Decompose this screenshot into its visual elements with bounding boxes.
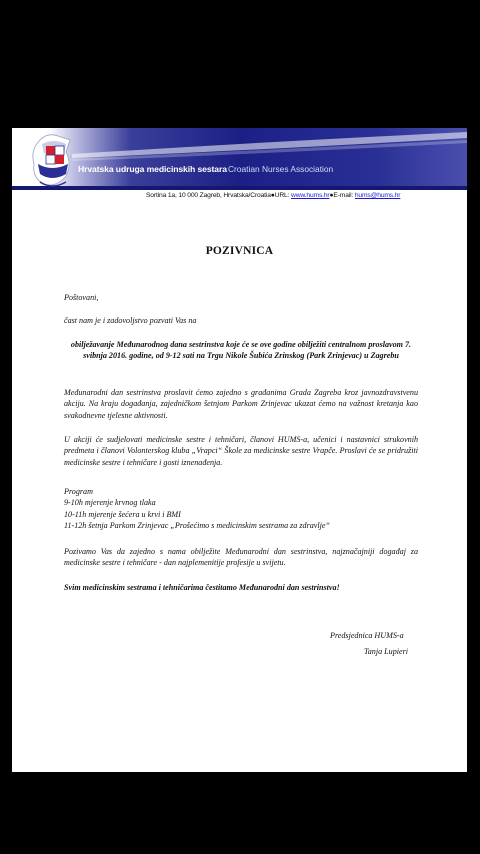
organization-name: Hrvatska udruga medicinskih sestara: [78, 164, 227, 174]
paragraph-public-health: Međunarodni dan sestrinstva proslavit ćemo zajedno s građanima Grada Zagreba kroz javnozdravstvenu akciju. Na kraju događanja, zajedničkom šetnjom Parkom Zrinjevac ukazat ćemo na važnost kretanja kao svakodnevne tjelesne aktivnosti.: [64, 388, 418, 420]
program-item: 11-12h šetnja Parkom Zrinjevac „Prošećimo s medicinskim sestrama za zdravlje“: [64, 520, 330, 530]
program-title: Program: [64, 487, 93, 496]
website-link[interactable]: www.hums.hr: [291, 192, 330, 199]
letter-title: POZIVNICA: [205, 245, 274, 257]
letter-page: [12, 128, 467, 772]
email-link[interactable]: hums@hums.hr: [354, 192, 401, 199]
greeting: Poštovani,: [64, 293, 99, 302]
letterhead-banner: [12, 128, 467, 190]
closing-congratulations: Svim medicinskim sestrama i tehničarima čestitamo Međunarodni dan sestrinstva!: [64, 583, 340, 592]
address-line: [146, 192, 400, 199]
signature-name: Tanja Lupieri: [364, 647, 409, 656]
event-description: obilježavanje Međunarodnog dana sestrinstva koje će se ove godine obilježiti centralnom proslavom 7. svibnja 2016. godine, od 9-12 sati na Trgu Nikole Šubića Zrinskog (Park Zrinjevac) u Zagrebu: [70, 340, 412, 361]
intro-line: čast nam je i zadovoljstvo pozvati Vas na: [64, 316, 197, 325]
program-item: 10-11h mjerenje šećera u krvi i BMI: [64, 509, 181, 519]
email-label: ●E-mail:: [329, 192, 355, 199]
paragraph-invitation: Pozivamo Vas da zajedno s nama obilježite Međunarodni dan sestrinstva, najznačajniji događaj za medicinske sestre i tehničare - dan najplemenitije profesije u svijetu.: [64, 547, 418, 568]
paragraph-participants: U akciji će sudjelovati medicinske sestre i tehničari, članovi HUMS-a, učenici i nastavnici strukovnih predmeta i članovi Volonterskog kluba „Vrapci“ Škole za medicinske sestre Vrapče. Proslavi će se pridružiti medicinske sestre i tehničare i gosti iznenađenja.: [64, 435, 418, 467]
program-section: [64, 486, 418, 531]
banner-swoosh: [12, 128, 467, 190]
organization-name-english: Croatian Nurses Association: [228, 164, 334, 174]
signature-role: Predsjednica HUMS-a: [330, 631, 404, 640]
address-text: Sortina 1a, 10 000 Zagreb, Hrvatska/Croatia●URL:: [146, 192, 292, 199]
program-item: 9-10h mjerenje krvnog tlaka: [64, 498, 156, 508]
hums-logo-icon: [26, 130, 80, 190]
